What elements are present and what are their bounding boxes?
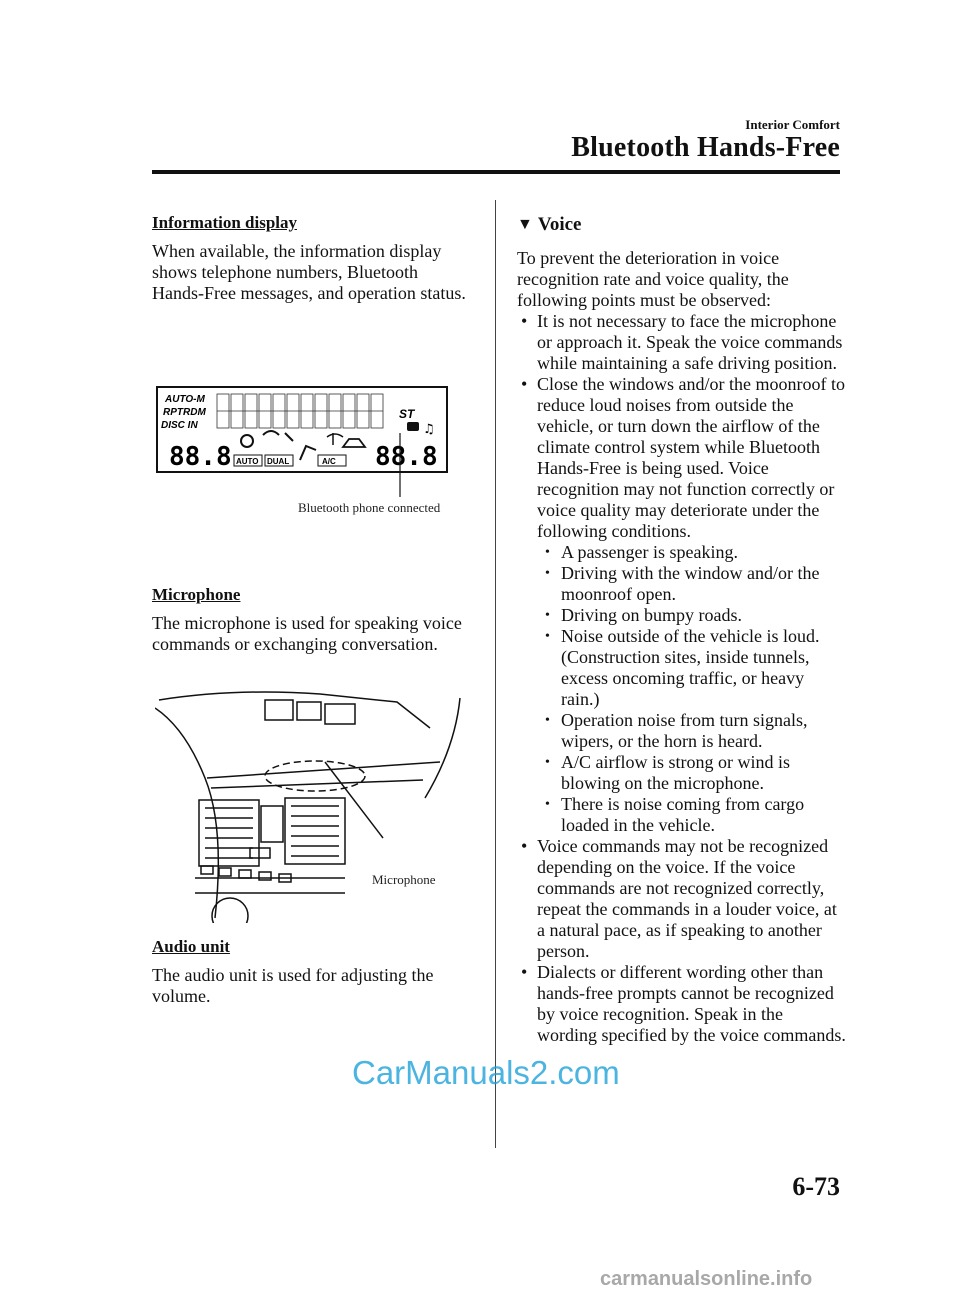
list-item: • Dialects or different wording other than hands-free prompts cannot be recognized by voice recognition. Speak in the wording specified by the voice commands. (517, 962, 847, 1046)
header-rule (152, 170, 840, 174)
display-label-st: ST (399, 407, 415, 421)
display-label-auto-m: AUTO-M (165, 394, 205, 405)
list-item: • It is not necessary to face the microphone or approach it. Speak the voice commands while maintaining a safe driving position. (517, 311, 847, 374)
list-item: • There is noise coming from cargo loaded in the vehicle. (537, 794, 847, 836)
page-title: Bluetooth Hands-Free (571, 132, 840, 163)
dot-matrix-area (217, 394, 383, 428)
display-digits-left: 88.8 (169, 442, 232, 472)
display-label-ac: A/C (322, 457, 336, 466)
column-divider (495, 200, 496, 1148)
list-item: • A passenger is speaking. (537, 542, 847, 563)
dashboard-edge-left (155, 708, 218, 918)
list-item: • Noise outside of the vehicle is loud. (Construction sites, inside tunnels, excess oncoming traffic, or heavy rain.) (537, 626, 847, 710)
info-display-text: When available, the information display shows telephone numbers, Bluetooth Hands-Free messages, and operation status. (152, 241, 466, 303)
display-caption: Bluetooth phone connected (298, 500, 441, 515)
voice-bullet-list (517, 311, 847, 1046)
info-display-heading: Information display (152, 213, 297, 232)
airflow-icon (263, 431, 316, 460)
phone-icon (407, 422, 419, 431)
microphone-caption: Microphone (372, 872, 436, 887)
page-number: 6-73 (792, 1172, 840, 1201)
microphone-heading: Microphone (152, 585, 241, 604)
voice-heading: Voice (537, 214, 582, 235)
display-label-rptrdm: RPTRDM (163, 407, 206, 418)
list-item: • Operation noise from turn signals, wipers, or the horn is heard. (537, 710, 847, 752)
list-item: • Driving on bumpy roads. (537, 605, 847, 626)
fan-icon (241, 435, 253, 447)
triangle-marker-icon: ▼ (517, 216, 533, 233)
music-note-icon: ♫ (423, 422, 435, 437)
car-recirculate-icon (343, 439, 365, 447)
display-label-disc-in: DISC IN (161, 420, 198, 431)
audio-unit-text: The audio unit is used for adjusting the volume. (152, 965, 434, 1006)
voice-intro: To prevent the deterioration in voice recognition rate and voice quality, the following points must be observed: (517, 248, 789, 310)
display-label-dual: DUAL (267, 457, 290, 466)
microphone-location-outline (265, 761, 365, 791)
watermark-logo: CarManuals2.com (352, 1054, 620, 1091)
list-item: • Close the windows and/or the moonroof to reduce loud noises from outside the vehicle, or turn down the airflow of the climate control system while Bluetooth Hands-Free is being used. Voice recognition may not function correctly or voice quality may deteriorate under the following conditions. • A passenger is speaking. • Driving with the window and/or the moonroof open. • Driving on bumpy roads. • Noise outside of the vehicle is loud. (Construction sites, inside tunnels, excess oncoming traffic, or heavy rain.) • Operation noise from turn signals, wipers, or the horn is heard. • A/C airflow is strong or wind is blowing on the microphone. • There is noise coming from cargo loaded in the vehicle. (517, 374, 847, 836)
condition-sub-list (537, 542, 847, 836)
dashboard-top (159, 692, 430, 728)
display-digits-right: 88.8 (375, 442, 438, 472)
list-item: • A/C airflow is strong or wind is blowing on the microphone. (537, 752, 847, 794)
dashboard-edge-right (425, 698, 460, 798)
voice-heading-row (517, 214, 847, 236)
audio-unit-heading: Audio unit (152, 937, 230, 956)
section-label: Interior Comfort (745, 117, 840, 132)
list-item: • Driving with the window and/or the moonroof open. (537, 563, 847, 605)
watermark-footer: carmanualsonline.info (600, 1268, 813, 1290)
defrost-icon (327, 433, 343, 445)
microphone-text: The microphone is used for speaking voice commands or exchanging conversation. (152, 613, 462, 654)
list-item: • Voice commands may not be recognized depending on the voice. If the voice commands are not recognized correctly, repeat the commands in a louder voice, at a natural pace, as if speaking to another person. (517, 836, 847, 962)
display-label-auto: AUTO (236, 457, 259, 466)
